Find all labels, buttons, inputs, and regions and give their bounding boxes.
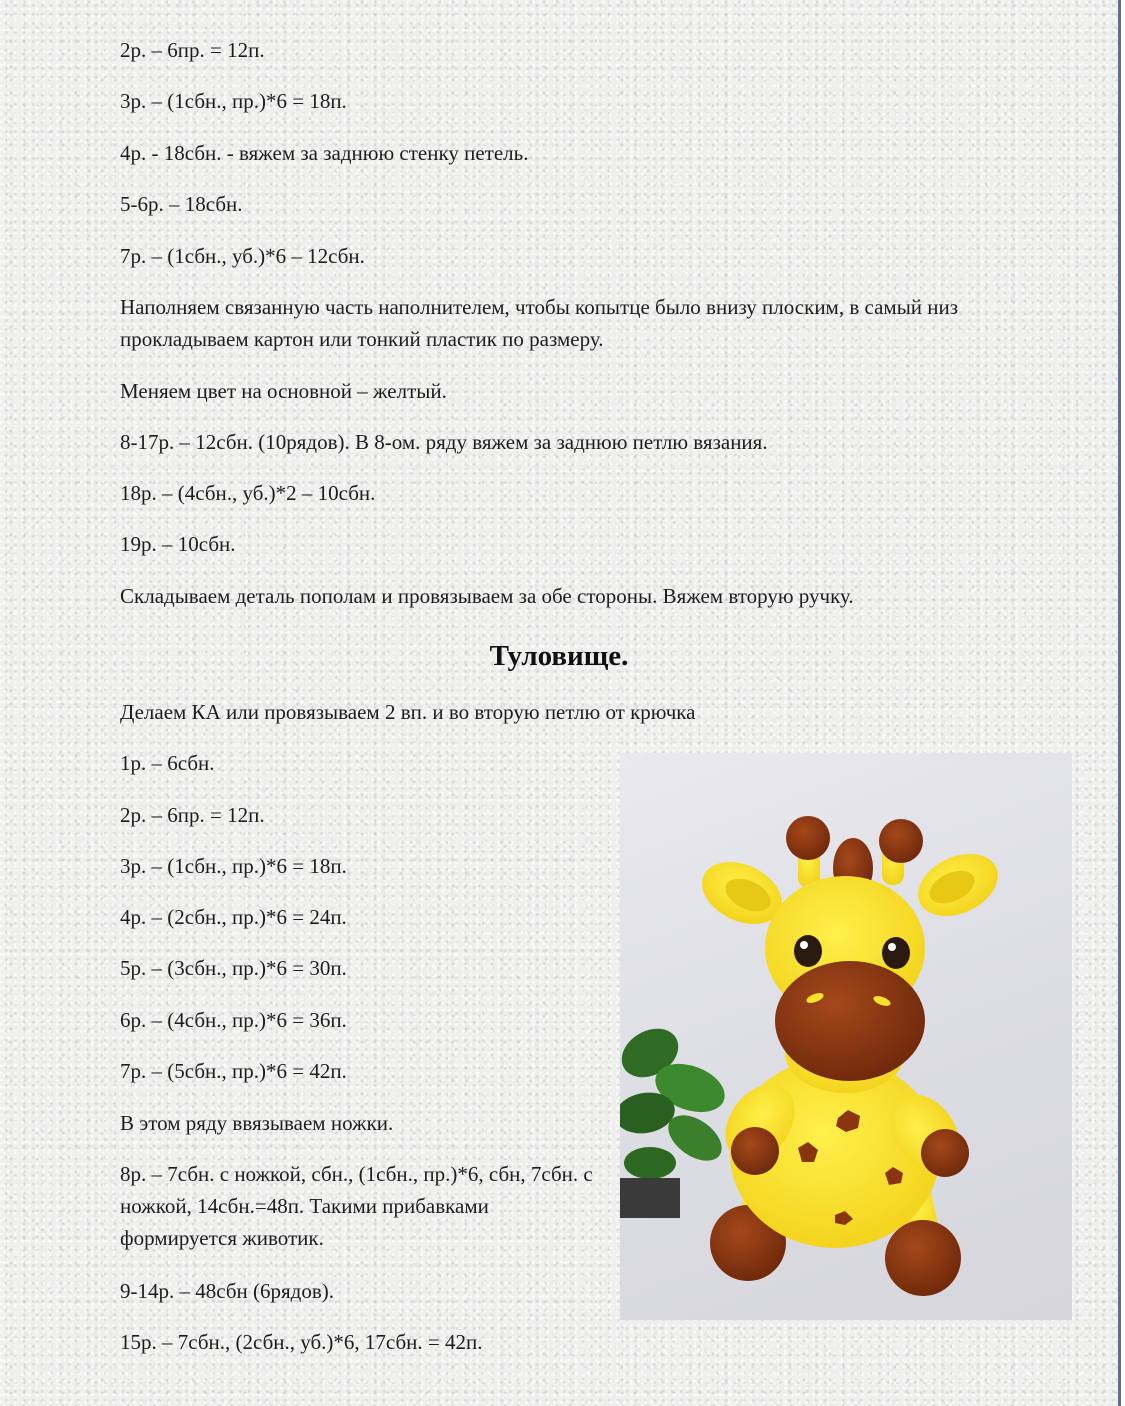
pattern-row: 7р. – (1сбн., уб.)*6 – 12сбн. <box>120 244 365 268</box>
pattern-row: 2р. – 6пр. = 12п. <box>120 803 265 827</box>
pattern-row: 3р. – (1сбн., пр.)*6 = 18п. <box>120 854 347 878</box>
pattern-row: 3р. – (1сбн., пр.)*6 = 18п. <box>120 89 347 113</box>
color-change-note: Меняем цвет на основной – желтый. <box>120 379 447 403</box>
pattern-row: 2р. – 6пр. = 12п. <box>120 38 265 62</box>
pattern-row: 18р. – (4сбн., уб.)*2 – 10сбн. <box>120 481 376 505</box>
pattern-row: 8-17р. – 12сбн. (10рядов). В 8-ом. ряду вяжем за заднюю петлю вязания. <box>120 430 768 454</box>
page-border <box>1118 0 1121 1406</box>
pattern-row: 4р. – (2сбн., пр.)*6 = 24п. <box>120 905 347 929</box>
pattern-row: 15р. – 7сбн., (2сбн., уб.)*6, 17сбн. = 42п. <box>120 1330 483 1354</box>
stuffing-instruction: Наполняем связанную часть наполнителем, чтобы копытце было внизу плоским, в самый низ прокладываем картон или тонкий пластик по размеру. <box>120 295 959 351</box>
pattern-row: 4р. - 18сбн. - вяжем за заднюю стенку петель. <box>120 141 529 165</box>
legs-note: В этом ряду ввязываем ножки. <box>120 1111 394 1135</box>
pattern-row: 5-6р. – 18сбн. <box>120 192 243 216</box>
finishing-instruction: Складываем деталь пополам и провязываем за обе стороны. Вяжем вторую ручку. <box>120 584 854 608</box>
plant-leaves <box>620 1019 731 1218</box>
section-title: Туловище. <box>489 640 629 672</box>
pattern-row: 9-14р. – 48сбн (6рядов). <box>120 1279 334 1303</box>
giraffe-toy-photo <box>620 753 1072 1320</box>
giraffe-muzzle <box>775 961 925 1081</box>
pattern-row: 5р. – (3сбн., пр.)*6 = 30п. <box>120 956 347 980</box>
pattern-row: 6р. – (4сбн., пр.)*6 = 36п. <box>120 1008 347 1032</box>
pattern-row: 8р. – 7сбн. с ножкой, сбн., (1сбн., пр.)*6, сбн, 7сбн. с ножкой, 14сбн.=48п. Такими прибавками формируется животик. <box>120 1162 593 1250</box>
pattern-row: 19р. – 10сбн. <box>120 532 236 556</box>
pattern-row: 7р. – (5сбн., пр.)*6 = 42п. <box>120 1059 347 1083</box>
pattern-row: 1р. – 6сбн. <box>120 751 215 775</box>
giraffe-toy-illustration <box>620 753 1072 1320</box>
section-intro: Делаем КА или провязываем 2 вп. и во вторую петлю от крючка <box>120 700 696 724</box>
